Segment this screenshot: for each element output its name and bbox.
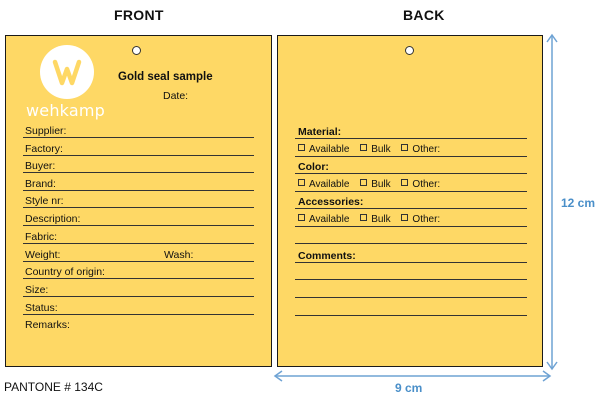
option-bulk: Bulk [371, 214, 391, 225]
comment-line [295, 315, 527, 316]
field-line [23, 225, 254, 226]
comment-line [295, 297, 527, 298]
option-row [298, 144, 440, 155]
checkbox [298, 144, 305, 151]
field-remarks: Remarks: [25, 319, 70, 331]
checkbox [360, 179, 367, 186]
field-line [23, 314, 254, 315]
option-other: Other: [412, 144, 441, 155]
front-hang-hole [132, 46, 141, 55]
checkbox [298, 214, 305, 221]
comment-line [295, 279, 527, 280]
field-line [23, 172, 254, 173]
option-bulk: Bulk [371, 144, 391, 155]
option-row [298, 214, 440, 225]
field-line [23, 137, 254, 138]
option-other: Other: [412, 179, 441, 190]
option-row [298, 179, 440, 190]
field-line [23, 155, 254, 156]
option-bulk: Bulk [371, 179, 391, 190]
section-line [295, 156, 527, 157]
field-line [23, 207, 254, 208]
field-size: Size: [25, 284, 49, 296]
field-factory: Factory: [25, 143, 63, 155]
field-fabric: Fabric: [25, 231, 58, 243]
section-line [295, 173, 527, 174]
checkbox [401, 214, 408, 221]
field-brand: Brand: [25, 178, 56, 190]
field-country-of-origin: Country of origin: [25, 266, 105, 278]
checkbox [360, 144, 367, 151]
checkbox [360, 214, 367, 221]
section-line [295, 226, 527, 227]
section-line [295, 243, 527, 244]
section-line [295, 191, 527, 192]
field-line [23, 261, 254, 262]
option-available: Available [309, 179, 350, 190]
wehkamp-logo [40, 45, 94, 99]
height-dimension-label: 12 cm [561, 196, 596, 210]
checkbox [298, 179, 305, 186]
field-style-nr: Style nr: [25, 195, 64, 207]
front-heading: FRONT [114, 7, 164, 23]
date-label: Date: [163, 90, 189, 102]
field-buyer: Buyer: [25, 160, 56, 172]
field-supplier: Supplier: [25, 125, 67, 137]
field-line [23, 243, 254, 244]
field-status: Status: [25, 302, 58, 314]
field-line [23, 278, 254, 279]
section-material-label: Material: [298, 126, 342, 138]
section-line [295, 138, 527, 139]
field-description: Description: [25, 213, 81, 225]
comment-line [295, 262, 527, 263]
checkbox [401, 144, 408, 151]
logo-wordmark: wehkamp [26, 101, 106, 120]
width-dimension-label: 9 cm [395, 381, 423, 395]
field-line [23, 296, 254, 297]
comments-label: Comments: [298, 250, 356, 262]
pantone-label: PANTONE # 134C [4, 380, 103, 394]
section-color-label: Color: [298, 161, 329, 173]
field-weight: Weight: [25, 249, 61, 261]
section-accessories-label: Accessories: [298, 196, 364, 208]
back-heading: BACK [403, 7, 445, 23]
option-available: Available [309, 214, 350, 225]
option-available: Available [309, 144, 350, 155]
option-other: Other: [412, 214, 441, 225]
checkbox [401, 179, 408, 186]
section-line [295, 208, 527, 209]
field-wash: Wash: [164, 249, 194, 261]
wehkamp-logo-w-icon [40, 45, 94, 99]
field-line [23, 190, 254, 191]
back-hang-hole [405, 46, 414, 55]
card-title: Gold seal sample [118, 71, 213, 83]
